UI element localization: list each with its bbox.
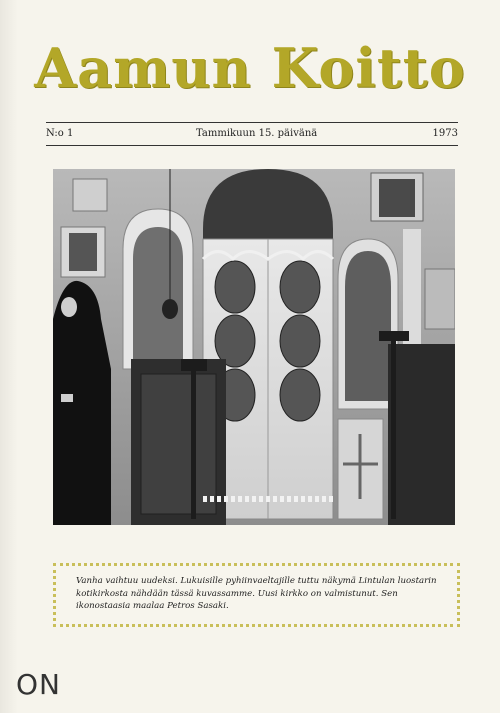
issue-info-row [46,128,458,144]
issue-date: Tammikuun 15. päivänä [196,128,318,139]
masthead-title: Aamun Koitto [34,36,466,100]
photo-illustration [53,169,455,525]
bottom-rule [46,145,458,146]
corner-stamp: ON [16,668,61,701]
issue-number: N:o 1 [46,128,74,139]
iconostasis-photo [53,169,455,525]
top-rule [46,122,458,123]
photo-caption: Vanha vaihtuu uudeksi. Lukuisille pyhiinvaeltajille tuttu näkymä Lintulan luostarin kotikirkosta nähdään tässä kuvassamme. Uusi kirkko on valmistunut. Sen ikonostaasia maalaa Petros Sasaki. [76,576,437,611]
caption-box [53,563,460,627]
issue-year: 1973 [432,128,458,139]
